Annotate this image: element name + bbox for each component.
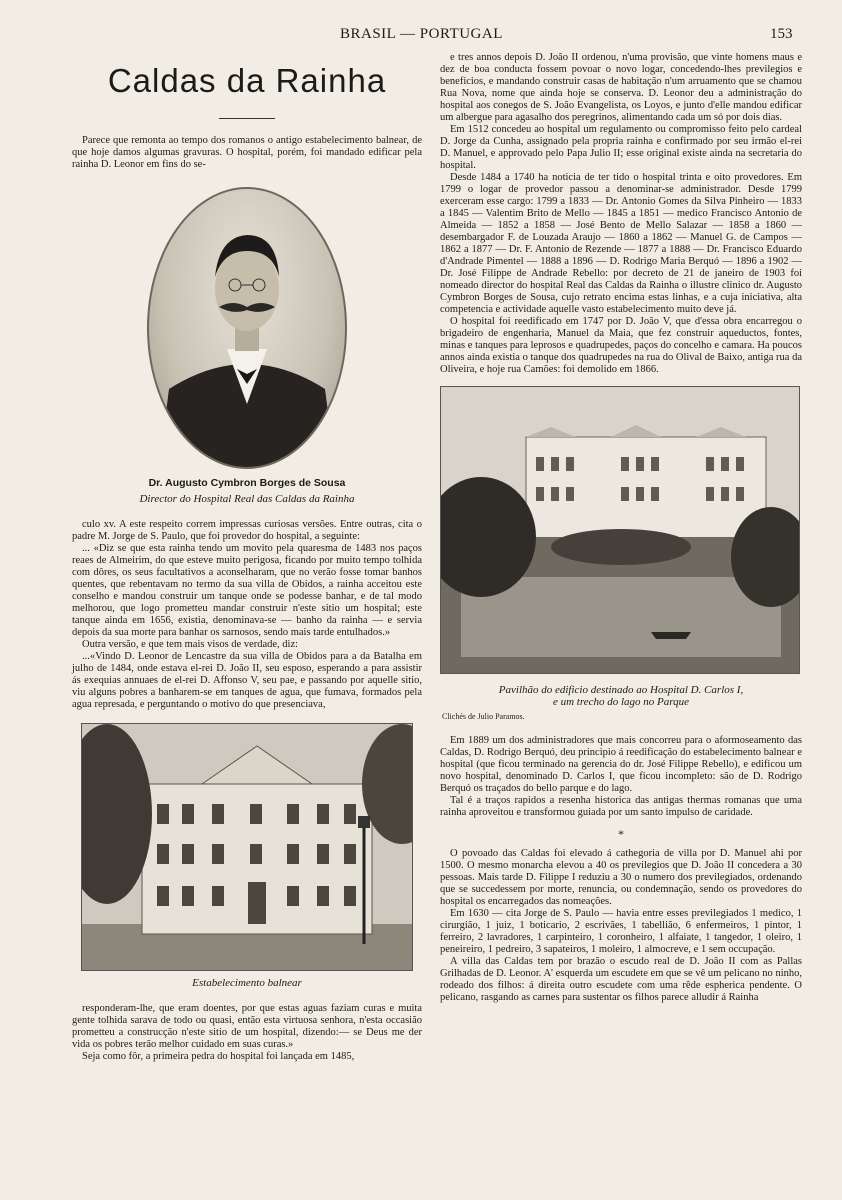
paragraph: ...«Vindo D. Leonor de Lencastre da sua villa de Obidos para a da Batalha em julho de 1484, onde estava el-rei D. João II, seu esposo, esperando a para assistir ás exequias annuaes de el-rei D. Affonso V, seu pae, e passando por aquelle sitio, viu alguns pobres a banharem-se em tanques de agua, que fumava, formados pela agua represada, e perguntando o motivo do que presenciava, <box>72 651 422 710</box>
left-top-text <box>72 135 422 171</box>
paragraph: Outra versão, e que tem mais visos de verdade, diz: <box>82 639 299 650</box>
paragraph: O hospital foi reedificado em 1747 por D. João V, que d'essa obra encarregou o brigadeiro de engenharia, Manuel da Maia, que fez construir aqueductos, fontes, minas e tanques para leprosos e quadrupedes, paços do concelho e camara. Ha poucos annos ainda existia o tanque dos quadrupedes na rua do Olival de Baixo, antiga rua da Oliveira, e hoje rua Camões: foi demolido em 1866. <box>440 316 802 375</box>
paragraph: Seja como fôr, a primeira pedra do hospital foi lançada em 1485, <box>82 1051 355 1062</box>
left-middle-text <box>72 519 422 711</box>
left-bottom-text <box>72 1003 422 1063</box>
portrait-illustration <box>149 189 345 467</box>
title-rule <box>219 118 275 119</box>
photo-credit: Clichés de Julio Paramos. <box>442 712 525 721</box>
page-number: 153 <box>770 26 793 42</box>
section-separator: * <box>618 827 624 841</box>
paragraph: responderam-lhe, que eram doentes, por que estas aguas faziam curas e muita gente tolhida sarava de todo ou quasi, então esta virtuosa senhora, n'esta occasião prometteu a construcção n'este sitio de um hospital, dizendo:— se Deus me der vida os pobres terão melhor cuidado em suas curas.» <box>72 1003 422 1050</box>
right-top-text <box>440 52 802 376</box>
photo2-caption-line1: Pavilhão do edificio destinado ao Hospital D. Carlos I, <box>498 684 744 696</box>
paragraph: Tal é a traços rapidos a resenha historica das antigas thermas romanas que uma rainha aproveitou e transformou guiada por um santo impulso de caridade. <box>440 795 802 818</box>
paragraph: Em 1889 um dos administradores que mais concorreu para o aformoseamento das Caldas, D. Rodrigo Berquó, deu principio á reedificação do estabelecimento balnear e hospital (que ficou terminado na gerencia do dr. José Filippe Rebello), e edificou um novo hospital, denominado D. Carlos I, que ficou incompleto: são de D. Rodrigo Berquó os traçados do bello parque e do lago. <box>440 735 802 794</box>
article-title: Caldas da Rainha <box>107 62 387 99</box>
photo-hospital-pavilion <box>440 386 800 674</box>
paragraph: Desde 1484 a 1740 ha noticia de ter tido o hospital trinta e oito provedores. Em 1799 o logar de provedor passou a denominar-se administrador. Desde 1799 exerceram esse cargo: 1799 a 1833 — Dr. Antonio Gomes da Silva Pinheiro — 1833 a 1845 — Valentim Brito de Mello — 1845 a 1851 — medico Francisco Antonio de Almeida — 1852 a 1858 — José Bento de Mello Salazar — 1858 a 1860 — desembargador F. de Louzada Araujo — 1860 a 1862 — Manuel G. de Campos — 1862 a 1877 — Dr. F. Antonio de Rezende — 1877 a 1888 — Dr. Francisco Eduardo d'Andrade Pimentel — 1888 a 1896 — D. Rodrigo Maria Berquó — 1896 a 1902 — Dr. José Filippe de Andrade Rebello: por decreto de 21 de janeiro de 1903 foi nomeado director do hospital Real das Caldas da Rainha o illustre clinico dr. Augusto Cymbron Borges de Sousa, cujo retrato encima estas linhas, e a cuja iniciativa, alta competencia e actividade aquelle vasto estabelecimento muito deve já. <box>440 172 802 315</box>
paragraph: Parece que remonta ao tempo dos romanos o antigo estabelecimento balnear, de que hoje damos algumas gravuras. O hospital, porém, foi mandado edificar pela rainha D. Leonor em fins do se- <box>72 135 422 170</box>
paragraph: Em 1630 — cita Jorge de S. Paulo — havia entre esses previlegiados 1 medico, 1 cirurgião, 1 juiz, 1 boticario, 2 escrivães, 1 tabellião, 6 enfermeiros, 1 pintor, 1 ferreiro, 2 lavradores, 1 carpinteiro, 1 coronheiro, 1 alfaiate, 1 tangedor, 1 oleiro, 1 peneireiro, 1 pedreiro, 3 sapateiros, 1 moleiro, 1 almocreve, e 1 sem occupação. <box>440 908 802 955</box>
hospital-pavilion-illustration <box>441 387 799 673</box>
photo1-caption: Estabelecimento balnear <box>192 977 302 989</box>
portrait-photo <box>147 187 347 469</box>
paragraph: culo xv. A este respeito correm impressas curiosas versões. Entre outras, cita o padre M. Jorge de S. Paulo, que foi provedor do hospital, a seguinte: <box>72 519 422 542</box>
right-column <box>440 52 802 1004</box>
left-column <box>72 52 422 1063</box>
paragraph: ... «Diz se que esta rainha tendo um movito pela quaresma de 1483 nos paços reaes de Almeirim, do que esteve muito perigosa, ficando por muito tempo tolhida com dôres, os seus facultativos a aconselharam, que no verão fosse tomar banhos quentes, que rebentavam no termo da sua villa de Obidos, a rainha acceitou este conselho e mandou construir um tanque onde se podesse banhar, e de tal modo melhorou, que logo prometteu mandar construir n'este sitio um hospital; este tanque ainda em 1656, existia, denominava-se — banho da rainha — e servia depois da sua morte para banhar os sarnosos, sendo mais tarde entulhados.» <box>72 543 422 638</box>
paragraph: A villa das Caldas tem por brazão o escudo real de D. João II com as Pallas Grilhadas de D. Leonor. A' esquerda um escudete em que se vê um pelicano no ninho, rodeado dos filhos: á direita outro escudete com uma rêde espherica pendente. O pelicano, rasgando as carnes para sustentar os filhos parece alludir á Rainha <box>440 956 802 1003</box>
right-middle-text <box>440 735 802 819</box>
portrait-figure <box>147 187 347 469</box>
running-title: BRASIL — PORTUGAL <box>340 26 503 42</box>
paragraph: Em 1512 concedeu ao hospital um regulamento ou compromisso feito pelo cardeal D. Jorge da Cunha, assignado pela propria rainha e confirmado por seu irmão el-rei D. Manuel, e approvado pelo Papa Julio II; esse original existe ainda na secretaria do hospital. <box>440 124 802 171</box>
page-header <box>0 24 842 46</box>
balneary-building-illustration <box>82 724 412 970</box>
paragraph: O povoado das Caldas foi elevado á cathegoria de villa por D. Manuel ahi por 1500. O mesmo monarcha elevou a 40 os previlegios que D. João II concedera a 30 pessoas. Mais tarde D. Filippe I reduziu a 30 o numero dos previlegiados, ordenando que se succedessem por morte, renuncia, ou condemnação, sendo os provedores do hospital os encarregados das nomeações. <box>440 848 802 907</box>
portrait-caption-name: Dr. Augusto Cymbron Borges de Sousa <box>148 477 346 489</box>
photo-balneary-building <box>81 723 413 971</box>
paragraph: e tres annos depois D. João II ordenou, n'uma provisão, que vinte homens maus e dez de boa conducta fossem povoar o novo logar, concedendo-lhes previlegios e beneficios, e mandando construir casas de habitação n'um arruamento que se chamou Rua Nova, nome que ainda hoje se conserva. D. Leonor deu a administração do hospital aos conegos de S. João Evangelista, os Loyos, e junto d'elle mandou edificar um albergue para agasalho dos peregrinos, alimentando cada um só por dois dias. <box>440 52 802 123</box>
photo2-caption-line2: e um trecho do lago no Parque <box>552 696 690 708</box>
right-bottom-text <box>440 848 802 1004</box>
portrait-caption-role: Director do Hospital Real das Caldas da Rainha <box>139 493 355 505</box>
